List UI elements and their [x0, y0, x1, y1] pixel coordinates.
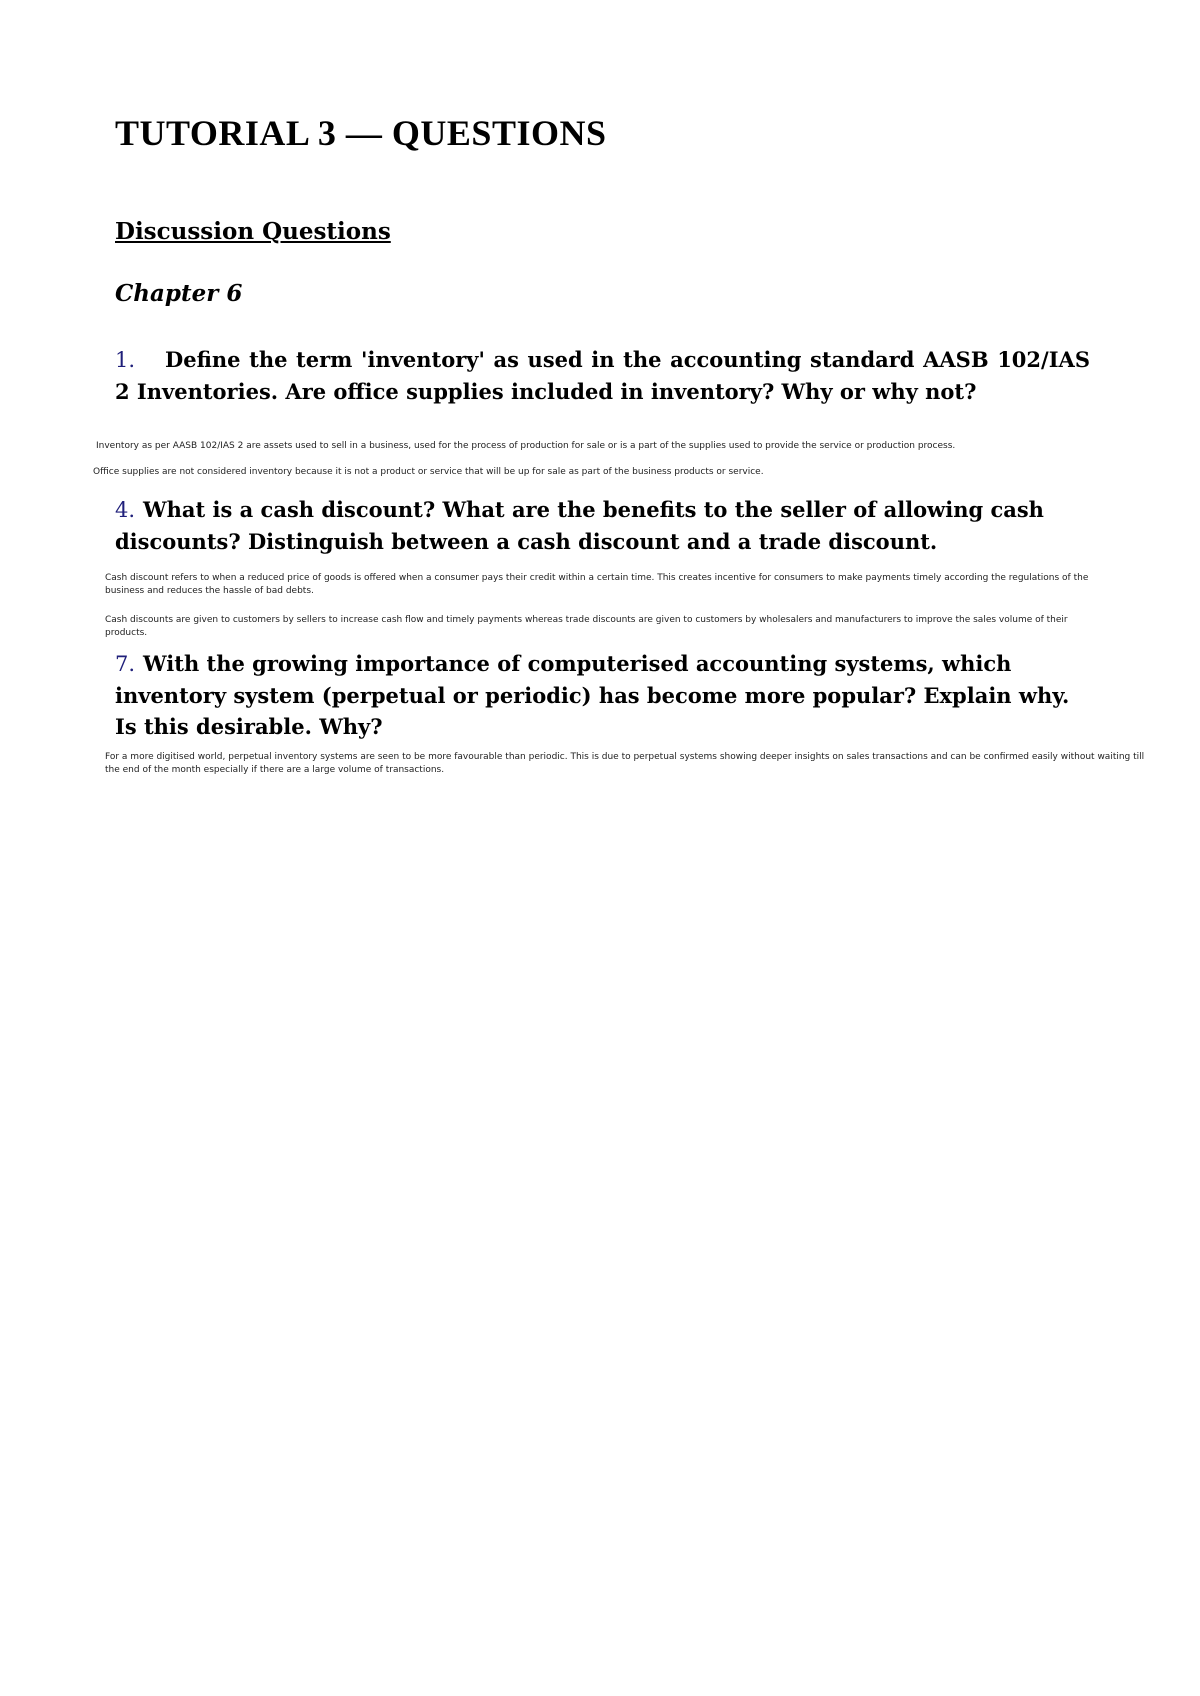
answer-text: Cash discount refers to when a reduced price of goods is offered when a consumer pays their credit within a certain time. This creates incentive for consumers to make payments timely according the regulations of the business and reduces the hassle of bad debts. [105, 573, 1089, 596]
chapter-heading: Chapter 6 [115, 280, 243, 307]
question-text: Define the term 'inventory' as used in the accounting standard AASB 102/IAS 2 Inventories. Are office supplies included in inventory? Why or why not? [115, 347, 1090, 404]
question-4 [115, 494, 1090, 557]
question-number: 4. [115, 498, 136, 522]
answer-text: Office supplies are not considered inventory because it is not a product or service that will be up for sale as part of the business products or service. [93, 467, 764, 477]
answer-text: Inventory as per AASB 102/IAS 2 are assets used to sell in a business, used for the process of production for sale or is a part of the supplies used to provide the service or production process. [96, 441, 956, 451]
answer-text: For a more digitised world, perpetual inventory systems are seen to be more favourable than periodic. This is due to perpetual systems showing deeper insights on sales transactions and can be confirmed easily without waiting till the end of the month especially if there are a large volume of transactions. [105, 752, 1145, 775]
question-text: What is a cash discount? What are the benefits to the seller of allowing cash discounts? Distinguish between a cash discount and a trade discount. [115, 497, 1044, 554]
page-title: TUTORIAL 3 — QUESTIONS [115, 113, 607, 153]
question-number: 1. [115, 348, 136, 372]
question-text: With the growing importance of computerised accounting systems, which inventory system (perpetual or periodic) has become more popular? Explain why. Is this desirable. Why? [115, 651, 1070, 739]
answer-text: Cash discounts are given to customers by sellers to increase cash flow and timely payments whereas trade discounts are given to customers by wholesalers and manufacturers to improve the sales volume of their products. [105, 615, 1068, 638]
question-number: 7. [115, 652, 136, 676]
question-1 [115, 344, 1090, 407]
section-heading: Discussion Questions [115, 218, 391, 245]
question-7 [115, 648, 1090, 742]
